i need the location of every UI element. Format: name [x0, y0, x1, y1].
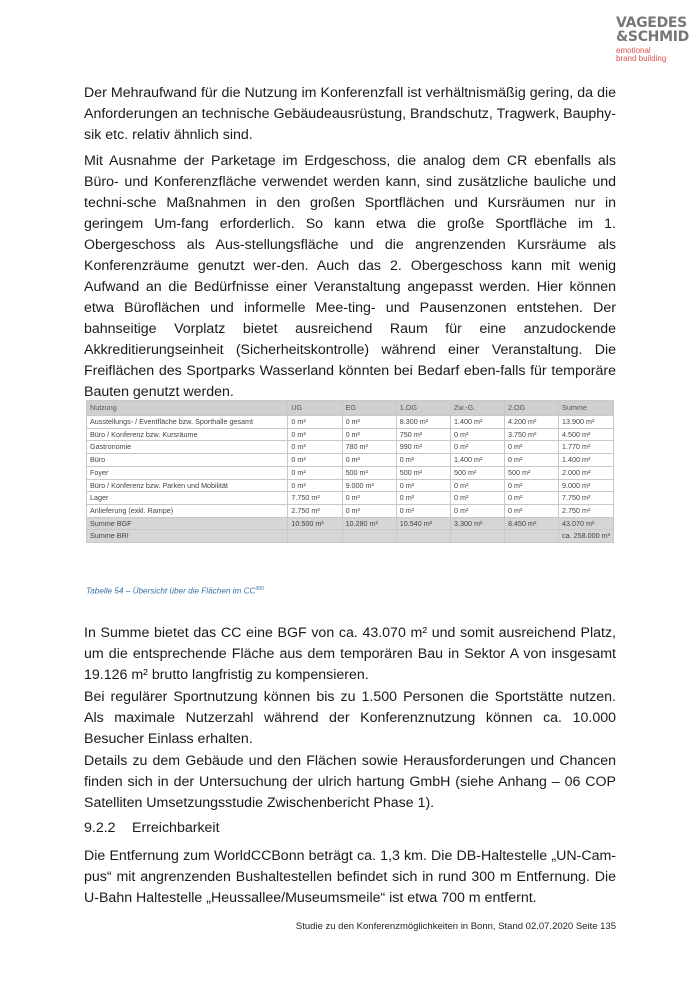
table-row	[87, 454, 614, 467]
table-cell: 0 m²	[451, 441, 505, 454]
table-cell: 3.750 m²	[505, 428, 559, 441]
table-cell: 0 m²	[505, 479, 559, 492]
table-cell: 0 m²	[396, 492, 450, 505]
paragraph-6: Die Entfernung zum WorldCCBonn beträgt ca. 1,3 km. Die DB-Haltestelle „UN-Cam-pus“ mit angrenzenden Bushaltestellen befindet sich in rund 300 m Entfernung. Die U-Bahn Haltestelle „Heussallee/Museumsmeile“ ist etwa 700 m entfernt.	[84, 848, 616, 906]
area-table	[86, 400, 614, 543]
table-cell: 4.500 m²	[559, 428, 614, 441]
table-cell: 500 m²	[342, 466, 396, 479]
table-caption	[86, 586, 264, 596]
table-header-row	[87, 401, 614, 416]
table-header-cell: Nutzung	[87, 401, 288, 416]
table-row	[87, 428, 614, 441]
table-cell	[396, 530, 450, 543]
table-cell: 2.000 m²	[559, 466, 614, 479]
paragraph-2: Mit Ausnahme der Parketage im Erdgeschoss, die analog dem CR ebenfalls als Büro- und Konferenzfläche verwendet werden kann, sind zusätzliche bauliche und techni-sche Maßnahmen in den großen Sportflächen und Kursräumen nur in geringem Um-fang erforderlich. So kann etwa die große Sportfläche im 1. Obergeschoss als Aus-stellungsfläche und die angrenzenden Kursräume als Konferenzräume genutzt wer-den. Auch das 2. Obergeschoss kann mit wenig Aufwand an die Bedürfnisse einer Veranstaltung angepasst werden. Hier können etwa Büroflächen und informelle Mee-ting- und Pausenzonen entstehen. Der bahnseitige Vorplatz bietet ausreichend Raum für eine anzudockende Akkreditierungseinheit (Sicherheitskontrolle) während einer Veranstaltung. Die Freiflächen des Sportparks Wasserland könnten bei Bedarf eben-falls für temporäre Bauten genutzt werden.	[84, 153, 616, 400]
table-cell: 1.400 m²	[559, 454, 614, 467]
table-cell: 1.400 m²	[451, 416, 505, 429]
paragraph-1: Der Mehraufwand für die Nutzung im Konferenzfall ist verhältnismäßig gering, da die Anforderungen an technische Gebäudeausrüstung, Brandschutz, Tragwerk, Bauphy-sik etc. relativ ähnlich sind.	[84, 85, 616, 143]
paragraph-5: Details zu dem Gebäude und den Flächen sowie Herausforderungen und Chancen finden sich in der Untersuchung der ulrich hartung GmbH (siehe Anhang – 06 COP Satelliten Umsetzungsstudie Zwischenbericht Phase 1).	[84, 753, 616, 811]
table-row	[87, 466, 614, 479]
logo	[616, 15, 689, 63]
table-cell: Gastronomie	[87, 441, 288, 454]
table-cell: Ausstellungs- / Eventfläche bzw. Sporthalle gesamt	[87, 416, 288, 429]
table-cell: Büro / Konferenz bzw. Kursräume	[87, 428, 288, 441]
table-cell: 0 m²	[396, 479, 450, 492]
table-cell	[342, 530, 396, 543]
table-cell: 8.450 m²	[505, 517, 559, 530]
table-cell: 9.000 m²	[342, 479, 396, 492]
paragraph-3: In Summe bietet das CC eine BGF von ca. 43.070 m² und somit ausreichend Platz, um die entsprechende Fläche aus dem temporären Bau in Sektor A von insgesamt 19.126 m² brutto langfristig zu kompensieren.	[84, 625, 616, 683]
table-cell: 43.070 m²	[559, 517, 614, 530]
table-cell: 0 m²	[396, 454, 450, 467]
table-cell: Summe BRI	[87, 530, 288, 543]
table-cell: 10.280 m²	[342, 517, 396, 530]
table-cell: 0 m²	[451, 428, 505, 441]
table-row	[87, 479, 614, 492]
page-footer: Studie zu den Konferenzmöglichkeiten in Bonn, Stand 02.07.2020 Seite 135	[295, 921, 616, 932]
caption-text: Tabelle 54 – Übersicht über die Flächen im CC	[86, 586, 256, 596]
table-row	[87, 416, 614, 429]
table-cell: 0 m²	[505, 441, 559, 454]
table-cell: 7.750 m²	[559, 492, 614, 505]
table-cell: Summe BGF	[87, 517, 288, 530]
table-cell: 0 m²	[505, 504, 559, 517]
table-cell: Foyer	[87, 466, 288, 479]
table-cell: 0 m²	[342, 454, 396, 467]
table-cell: 7.750 m²	[288, 492, 342, 505]
table-cell: 0 m²	[451, 479, 505, 492]
section-heading	[84, 818, 220, 839]
table-row-total-bgf	[87, 517, 614, 530]
table-cell	[505, 530, 559, 543]
table-cell: 780 m²	[342, 441, 396, 454]
table-cell	[451, 530, 505, 543]
table-cell: Anlieferung (exkl. Rampe)	[87, 504, 288, 517]
table-cell: 9.000 m²	[559, 479, 614, 492]
table-header-cell: Zw.-G.	[451, 401, 505, 416]
table-row	[87, 504, 614, 517]
table-row	[87, 441, 614, 454]
table-cell: 0 m²	[288, 466, 342, 479]
table-cell: 2.750 m²	[559, 504, 614, 517]
table-cell: 13.900 m²	[559, 416, 614, 429]
table-cell: 0 m²	[505, 492, 559, 505]
table-cell: 0 m²	[342, 416, 396, 429]
logo-line-1: VAGEDES	[616, 15, 687, 31]
table-cell: 0 m²	[288, 441, 342, 454]
table-cell: 0 m²	[451, 492, 505, 505]
table-header-cell: Summe	[559, 401, 614, 416]
logo-line-2: &SCHMID	[616, 29, 689, 45]
table-cell: 1.770 m²	[559, 441, 614, 454]
table-header-cell: EG	[342, 401, 396, 416]
table-header-cell: 2.OG	[505, 401, 559, 416]
table-cell: 0 m²	[505, 454, 559, 467]
logo-tagline-2: brand building	[616, 54, 667, 63]
table-cell: ca. 258.000 m³	[559, 530, 614, 543]
paragraph-4: Bei regulärer Sportnutzung können bis zu 1.500 Personen die Sportstätte nutzen. Als maximale Nutzerzahl während der Konferenznutzung können ca. 10.000 Besucher Einlass erhalten.	[84, 689, 616, 747]
table-cell: Lager	[87, 492, 288, 505]
table-cell: 0 m²	[342, 428, 396, 441]
table-cell: Büro	[87, 454, 288, 467]
table-cell: 4.200 m²	[505, 416, 559, 429]
caption-footnote-ref: 300	[255, 586, 264, 592]
table-cell: 990 m²	[396, 441, 450, 454]
table-cell: 500 m²	[396, 466, 450, 479]
table-cell: 0 m²	[396, 504, 450, 517]
table-cell: 750 m²	[396, 428, 450, 441]
table-cell: 10.540 m²	[396, 517, 450, 530]
logo-tagline-1: emotional	[616, 46, 651, 55]
table-cell: 1.400 m²	[451, 454, 505, 467]
section-title: Erreichbarkeit	[132, 820, 220, 836]
table-cell: 10.500 m²	[288, 517, 342, 530]
table-cell: 0 m²	[342, 504, 396, 517]
table-cell: Büro / Konferenz bzw. Parken und Mobilität	[87, 479, 288, 492]
table-cell: 500 m²	[451, 466, 505, 479]
table-cell: 0 m²	[288, 416, 342, 429]
section-number: 9.2.2	[84, 820, 116, 836]
table-cell: 2.750 m²	[288, 504, 342, 517]
table-cell: 8.300 m²	[396, 416, 450, 429]
table-cell: 0 m²	[342, 492, 396, 505]
table-cell: 0 m²	[288, 428, 342, 441]
table-header-cell: 1.OG	[396, 401, 450, 416]
table-cell: 0 m²	[288, 479, 342, 492]
table-cell	[288, 530, 342, 543]
table-cell: 0 m²	[451, 504, 505, 517]
table-row	[87, 492, 614, 505]
table-cell: 3.300 m²	[451, 517, 505, 530]
table-header-cell: UG	[288, 401, 342, 416]
table-cell: 0 m²	[288, 454, 342, 467]
table-row-total-bri	[87, 530, 614, 543]
table-cell: 500 m²	[505, 466, 559, 479]
